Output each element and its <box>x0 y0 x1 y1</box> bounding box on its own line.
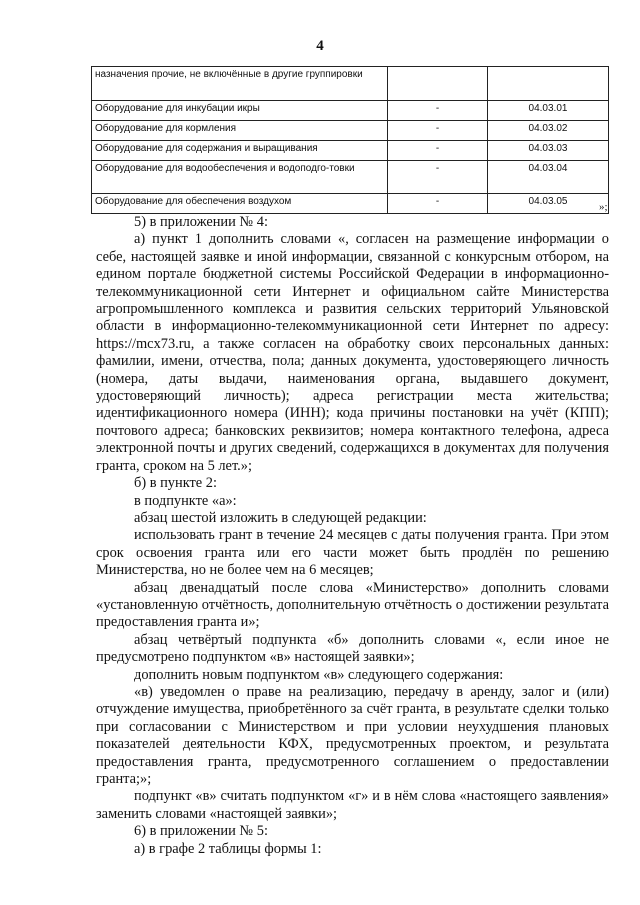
table-cell-name: Оборудование для обеспечения воздухом <box>92 194 388 214</box>
table-row <box>92 67 609 101</box>
paragraph: абзац двенадцатый после слова «Министерство» дополнить словами «установленную отчётность, дополнительную отчётность о достижении результата предоставления гранта и»; <box>96 579 609 631</box>
table-cell-mid: - <box>388 161 488 194</box>
paragraph: а) в графе 2 таблицы формы 1: <box>134 840 322 857</box>
paragraph: 5) в приложении № 4: <box>134 214 268 230</box>
page-number: 4 <box>316 38 324 54</box>
table-cell-name: Оборудование для содержания и выращивания <box>92 141 388 161</box>
table-cell-mid: - <box>388 121 488 141</box>
table-cell-mid: - <box>388 141 488 161</box>
table-cell-name: Оборудование для инкубации икры <box>92 101 388 121</box>
paragraph: в подпункте «а»: <box>134 492 237 509</box>
table-row <box>92 194 609 214</box>
table-cell-name: Оборудование для кормления <box>92 121 388 141</box>
table-cell-code <box>488 67 609 101</box>
table-cell-code: 04.03.04 <box>488 161 609 194</box>
paragraph: дополнить новым подпунктом «в» следующего содержания: <box>134 666 504 683</box>
table-cell-name: назначения прочие, не включённые в другие группировки <box>92 67 388 101</box>
equipment-table <box>91 66 609 214</box>
paragraph: использовать грант в течение 24 месяцев с даты получения гранта. При этом срок освоения гранта или его части может быть продлён по решению Министерства, но не более чем на 6 месяцев; <box>96 527 609 579</box>
table-row <box>92 101 609 121</box>
paragraph: подпункт «в» считать подпунктом «г» и в нём слова «настоящего заявления» заменить словами «настоящей заявки»; <box>96 788 609 822</box>
table-cell-code: 04.03.05 <box>488 194 609 214</box>
paragraph: 6) в приложении № 5: <box>134 823 268 840</box>
table-row <box>92 121 609 141</box>
table-cell-code: 04.03.01 <box>488 101 609 121</box>
paragraph: а) пункт 1 дополнить словами «, согласен на размещение информации о себе, настоящей заявке и иной информации, связанной с конкурсным отбором, на едином портале бюджетной системы Российской Федерации в информационно-телекоммуникационной сети Интернет и официальном сайте Министерства агропромышленного комплекса и развития сельских территорий Ульяновской области в информационно-телекоммуникационной сети Интернет по адресу: https://mcx73.ru, а также согласен на обработку своих персональных данных: фамилии, имени, отчества, пола; данных документа, удостоверяющего личность (номера, даты выдачи, наименования органа, выдавшего документ, удостоверяющий личность); адреса регистрации места жительства; идентификационного номера (ИНН); кода причины постановки на учёт (КПП); почтового адреса; банковских реквизитов; номера контактного телефона, адреса электронной почты и других сведений, содержащихся в документах для получения гранта, сроком на 5 лет.»; <box>96 231 609 474</box>
paragraph: абзац шестой изложить в следующей редакции: <box>134 509 427 526</box>
table-cell-mid: - <box>388 101 488 121</box>
table-closing-quote: »; <box>599 201 608 213</box>
table-row <box>92 161 609 194</box>
table-cell-name: Оборудование для водообеспечения и водоподго-товки <box>92 161 388 194</box>
paragraph: б) в пункте 2: <box>134 475 217 492</box>
table-cell-mid: - <box>388 194 488 214</box>
paragraph: «в) уведомлен о праве на реализацию, передачу в аренду, залог и (или) отчуждение имущества, приобретённого за счёт гранта, в результате сделки только при согласовании с Министерством и при условии неухудшения плановых показателей деятельности КФХ, предусмотренных проектом, и результата предоставления гранта, предусмотренного соглашением о предоставлении гранта;»; <box>96 683 609 787</box>
table-cell-code: 04.03.02 <box>488 121 609 141</box>
paragraph: абзац четвёртый подпункта «б» дополнить словами «, если иное не предусмотрено подпунктом «в» настоящей заявки»; <box>96 631 609 666</box>
table-cell-mid <box>388 67 488 101</box>
document-body <box>96 214 609 858</box>
table-cell-code: 04.03.03 <box>488 141 609 161</box>
table-row <box>92 141 609 161</box>
